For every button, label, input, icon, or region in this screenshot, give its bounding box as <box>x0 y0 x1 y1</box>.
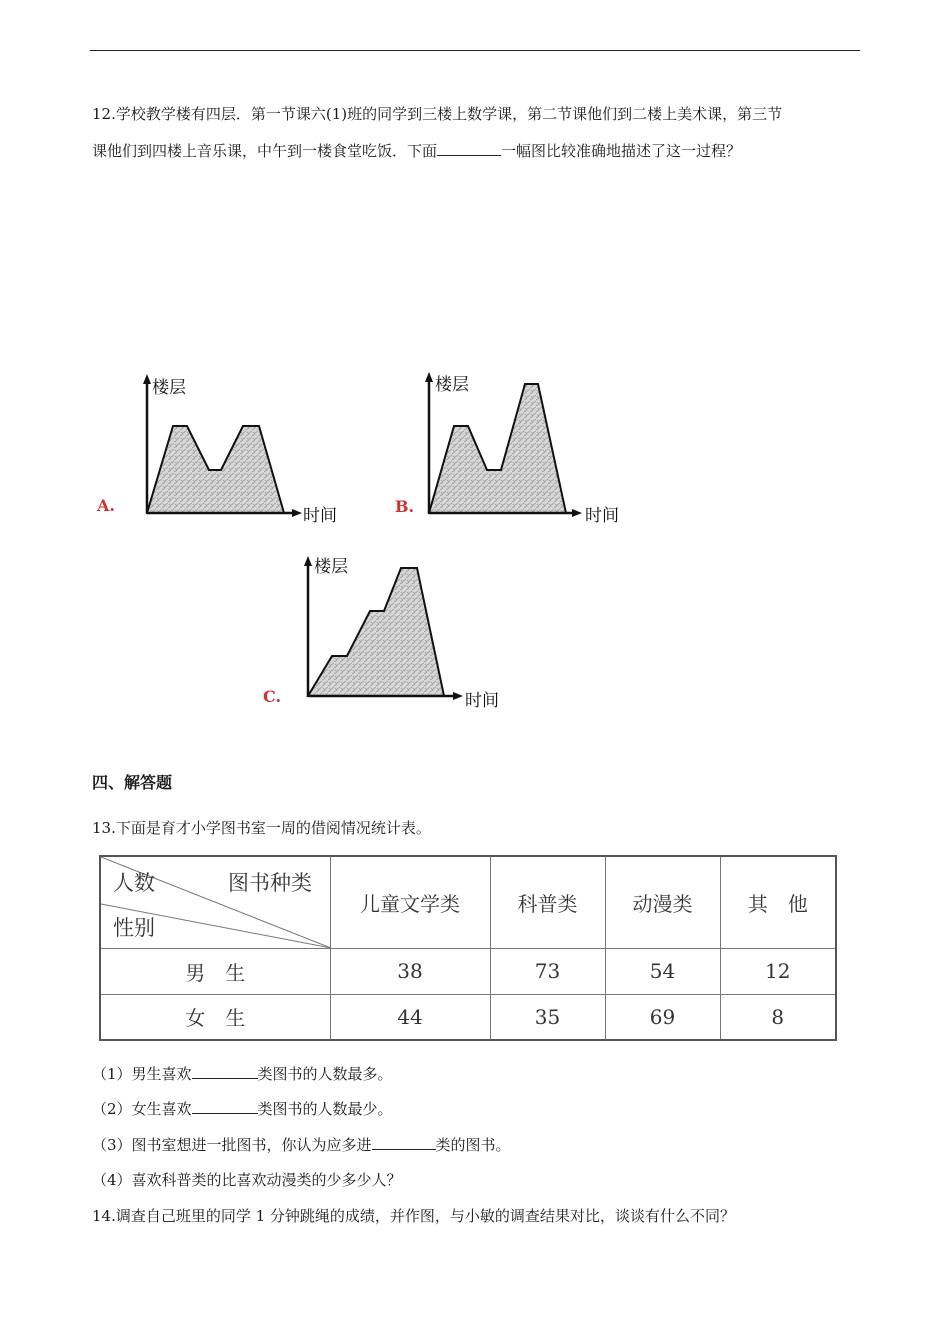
q13-sub2-a: （2）女生喜欢 <box>92 1100 192 1118</box>
q12-line2-a: 课他们到四楼上音乐课，中午到一楼食堂吃饭．下面 <box>92 142 438 160</box>
q12-line2 <box>92 141 741 161</box>
table-cell: 12 <box>720 948 836 994</box>
option-c-label: C. <box>263 687 282 706</box>
table-cell: 44 <box>330 994 490 1040</box>
table-cell: 73 <box>490 948 605 994</box>
option-b-area <box>429 384 566 513</box>
option-a-label: A. <box>97 496 115 515</box>
y-arrow-icon <box>304 556 312 566</box>
q12-line1: 12.学校教学楼有四层．第一节课六(1)班的同学到三楼上数学课，第二节课他们到二楼上美术课，第三节 <box>92 105 783 123</box>
option-b-y-label: 楼层 <box>435 375 469 395</box>
table-corner-cell <box>100 856 330 948</box>
corner-label-gender: 性别 <box>113 916 155 940</box>
q13-stem: 13.下面是育才小学图书室一周的借阅情况统计表。 <box>92 819 431 837</box>
section-title: 四、解答题 <box>92 773 173 792</box>
row-label: 男 生 <box>100 948 330 994</box>
header-rule <box>90 50 860 51</box>
table-row <box>100 994 836 1040</box>
option-a-x-label: 时间 <box>303 506 337 526</box>
q14-stem: 14.调查自己班里的同学 1 分钟跳绳的成绩，并作图，与小敏的调查结果对比，谈谈有什么不同？ <box>92 1207 735 1225</box>
q13-sub1-b: 类图书的人数最多。 <box>257 1065 393 1083</box>
corner-label-book-type: 图书种类 <box>228 871 312 895</box>
table-cell: 38 <box>330 948 490 994</box>
q13-sub3-a: （3）图书室想进一批图书，你认为应多进 <box>92 1136 372 1154</box>
q13-sub1 <box>92 1064 393 1084</box>
option-b-label: B. <box>395 497 415 516</box>
q13-sub2 <box>92 1099 393 1119</box>
option-a-area <box>147 426 284 513</box>
option-c-area <box>308 568 444 696</box>
q12-line2-b: 一幅图比较准确地描述了这一过程？ <box>501 142 742 160</box>
y-arrow-icon <box>425 372 433 382</box>
q13-sub1-a: （1）男生喜欢 <box>92 1065 192 1083</box>
q12-answer-blank[interactable] <box>437 141 501 156</box>
x-arrow-icon <box>453 692 463 700</box>
column-header: 科普类 <box>490 856 605 948</box>
option-c-x-label: 时间 <box>465 691 499 711</box>
option-c-graph[interactable] <box>250 552 520 721</box>
row-label: 女 生 <box>100 994 330 1040</box>
column-header: 儿童文学类 <box>330 856 490 948</box>
q13-sub4: （4）喜欢科普类的比喜欢动漫类的少多少人？ <box>92 1171 402 1189</box>
q13-sub2-blank[interactable] <box>192 1099 258 1114</box>
column-header: 其 他 <box>720 856 836 948</box>
x-arrow-icon <box>572 509 582 517</box>
x-arrow-icon <box>292 509 302 517</box>
option-a-y-label: 楼层 <box>152 378 186 398</box>
table-cell: 54 <box>605 948 720 994</box>
option-b-graph[interactable] <box>380 368 640 537</box>
q13-sub2-b: 类图书的人数最少。 <box>257 1100 393 1118</box>
y-arrow-icon <box>143 374 151 384</box>
table-row <box>100 948 836 994</box>
column-header: 动漫类 <box>605 856 720 948</box>
q13-sub1-blank[interactable] <box>192 1064 258 1079</box>
option-c-y-label: 楼层 <box>314 557 348 577</box>
q13-sub3-b: 类的图书。 <box>435 1136 511 1154</box>
q13-sub3 <box>92 1135 511 1155</box>
table-cell: 69 <box>605 994 720 1040</box>
table-cell: 35 <box>490 994 605 1040</box>
table-cell: 8 <box>720 994 836 1040</box>
option-b-x-label: 时间 <box>585 506 619 526</box>
option-a-graph[interactable] <box>90 368 350 537</box>
q13-sub3-blank[interactable] <box>372 1135 436 1150</box>
corner-label-people: 人数 <box>113 871 155 895</box>
borrowing-stats-table <box>99 855 837 1041</box>
